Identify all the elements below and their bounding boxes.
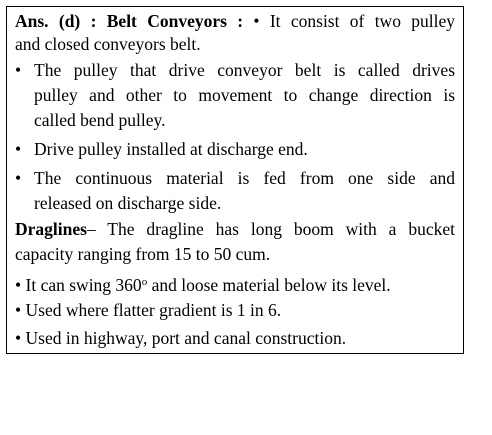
degree-mark: o: [141, 276, 148, 288]
intro-text: It consist of two pulley: [259, 11, 456, 31]
dragline-point-2-text: Used where flatter gradient is 1 in 6.: [25, 300, 282, 320]
bullet-icon: •: [15, 275, 22, 295]
dragline-point-3-text: Used in highway, port and canal construction.: [25, 328, 347, 348]
topic-title: Belt Conveyors :: [106, 11, 244, 31]
answer-header-line: [15, 10, 455, 32]
conveyor-point-1-line-1: The pulley that drive conveyor belt is called drives: [34, 60, 455, 80]
answer-box: [6, 6, 464, 354]
dragline-point-1-text-end: and loose material below its level.: [147, 275, 391, 295]
bullet-icon: •: [253, 11, 260, 31]
draglines-text: The dragline has long boom with a bucket: [95, 219, 455, 239]
bullet-icon: •: [15, 328, 22, 348]
bullet-icon: •: [15, 60, 22, 80]
draglines-line-1: [15, 218, 455, 240]
dragline-point-1: [15, 271, 391, 296]
intro-text-continued: and closed conveyors belt.: [15, 34, 201, 54]
conveyor-point-1-line-2: pulley and other to movement to change direction is: [34, 85, 455, 105]
bullet-icon: •: [15, 139, 22, 159]
dragline-point-1-text: It can swing 360: [25, 275, 142, 295]
conveyor-point-2-line-1: Drive pulley installed at discharge end.: [34, 139, 308, 159]
draglines-line-2: capacity ranging from 15 to 50 cum.: [15, 244, 271, 264]
bullet-icon: •: [15, 168, 22, 188]
conveyor-point-3-line-1: The continuous material is fed from one side and: [34, 168, 455, 188]
conveyor-point-1-line-3: called bend pulley.: [34, 110, 166, 130]
conveyor-point-3-line-2: released on discharge side.: [34, 193, 222, 213]
draglines-heading: Draglines: [15, 219, 87, 239]
bullet-icon: •: [15, 300, 22, 320]
dragline-point-2: [15, 299, 281, 321]
draglines-dash: –: [86, 219, 96, 239]
dragline-point-3: [15, 327, 346, 349]
answer-label: Ans. (d) :: [15, 11, 97, 31]
